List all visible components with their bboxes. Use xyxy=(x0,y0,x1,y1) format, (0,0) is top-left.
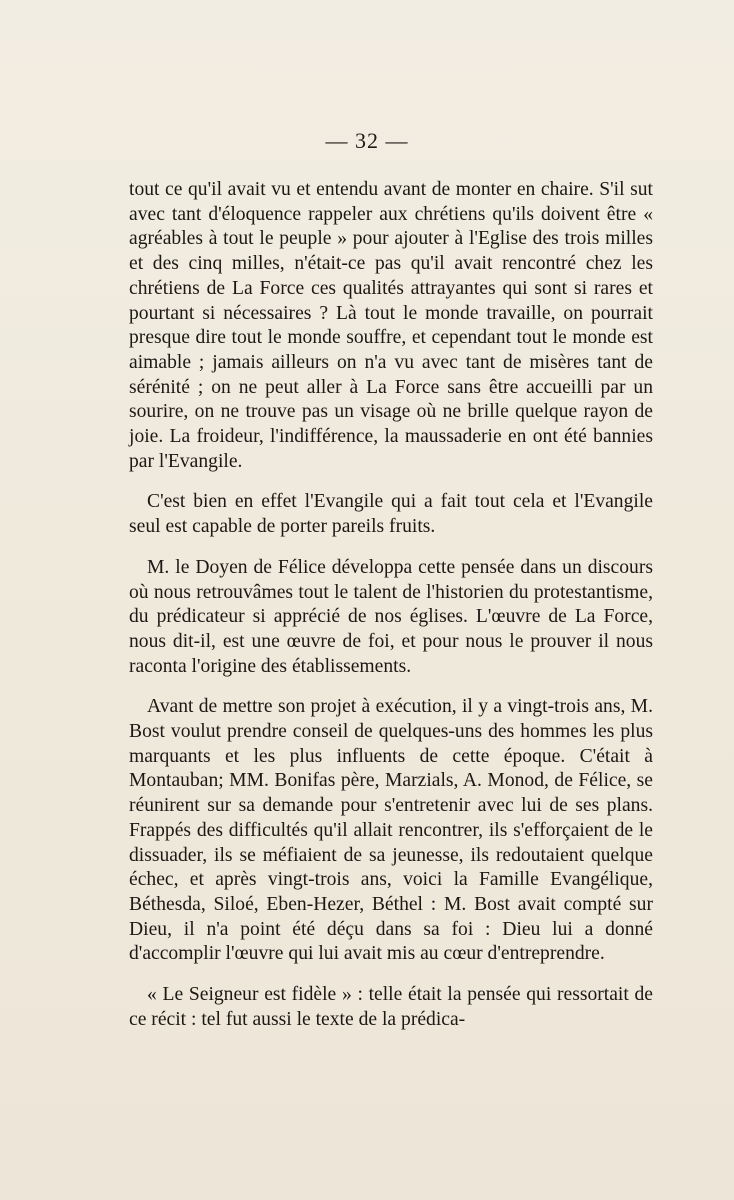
paragraph-gap xyxy=(129,679,653,695)
paragraph-2: C'est bien en effet l'Evangile qui a fait tout cela et l'Evangile seul est capable de porter pareils fruits. xyxy=(129,491,653,538)
paragraph-4: Avant de mettre son projet à exécution, il y a vingt-trois ans, M. Bost voulut prendre conseil de quelques-uns des hommes les plus marquants et les plus influents de cette époque. C'était à Montauban; MM. Bonifas père, Marzials, A. Monod, de Félice, se réunirent sur sa demande pour s'entretenir avec lui de ses plans. Frappés des difficultés qu'il allait rencontrer, ils s'efforçaient de le dissuader, ils se méfiaient de sa jeunesse, ils redoutaient quelque échec, et après vingt-trois ans, voici la Famille Evangélique, Béthesda, Siloé, Eben-Hezer, Béthel : M. Bost avait compté sur Dieu, il n'a point été déçu dans sa foi : Dieu lui a donné d'accomplir l'œuvre qui lui avait mis au cœur d'entreprendre. xyxy=(129,696,653,965)
paragraph-gap xyxy=(129,474,653,490)
paragraph-gap xyxy=(129,967,653,983)
page-number: — 32 — xyxy=(325,128,409,153)
paragraph-1: tout ce qu'il avait vu et entendu avant de monter en chaire. S'il sut avec tant d'éloquence rappeler aux chrétiens qu'ils doivent être « agréables à tout le peuple » pour ajouter à l'Eglise des trois milles et des cinq milles, n'était-ce pas qu'il avait rencontré chez les chrétiens de La Force ces qualités attrayantes qui sont si rares et pourtant si nécessaires ? Là tout le monde travaille, on pourrait presque dire tout le monde souffre, et cependant tout le monde est aimable ; jamais ailleurs on n'a vu avec tant de misères tant de sérénité ; on ne peut aller à La Force sans être accueilli par un sourire, on ne trouve pas un visage où ne brille quelque rayon de joie. La froideur, l'indifférence, la maussaderie en ont été bannies par l'Evangile. xyxy=(129,179,653,472)
body-text xyxy=(129,178,653,1033)
paragraph-3: M. le Doyen de Félice développa cette pensée dans un discours où nous retrouvâmes tout le talent de l'historien du protestantisme, du prédicateur si apprécié de nos églises. L'œuvre de La Force, nous dit-il, est une œuvre de foi, et pour nous le prouver il nous raconta l'origine des établissements. xyxy=(129,556,653,677)
paragraph-gap xyxy=(129,540,653,556)
paragraph-5: « Le Seigneur est fidèle » : telle était la pensée qui ressortait de ce récit : tel fut aussi le texte de la prédica- xyxy=(129,984,653,1030)
